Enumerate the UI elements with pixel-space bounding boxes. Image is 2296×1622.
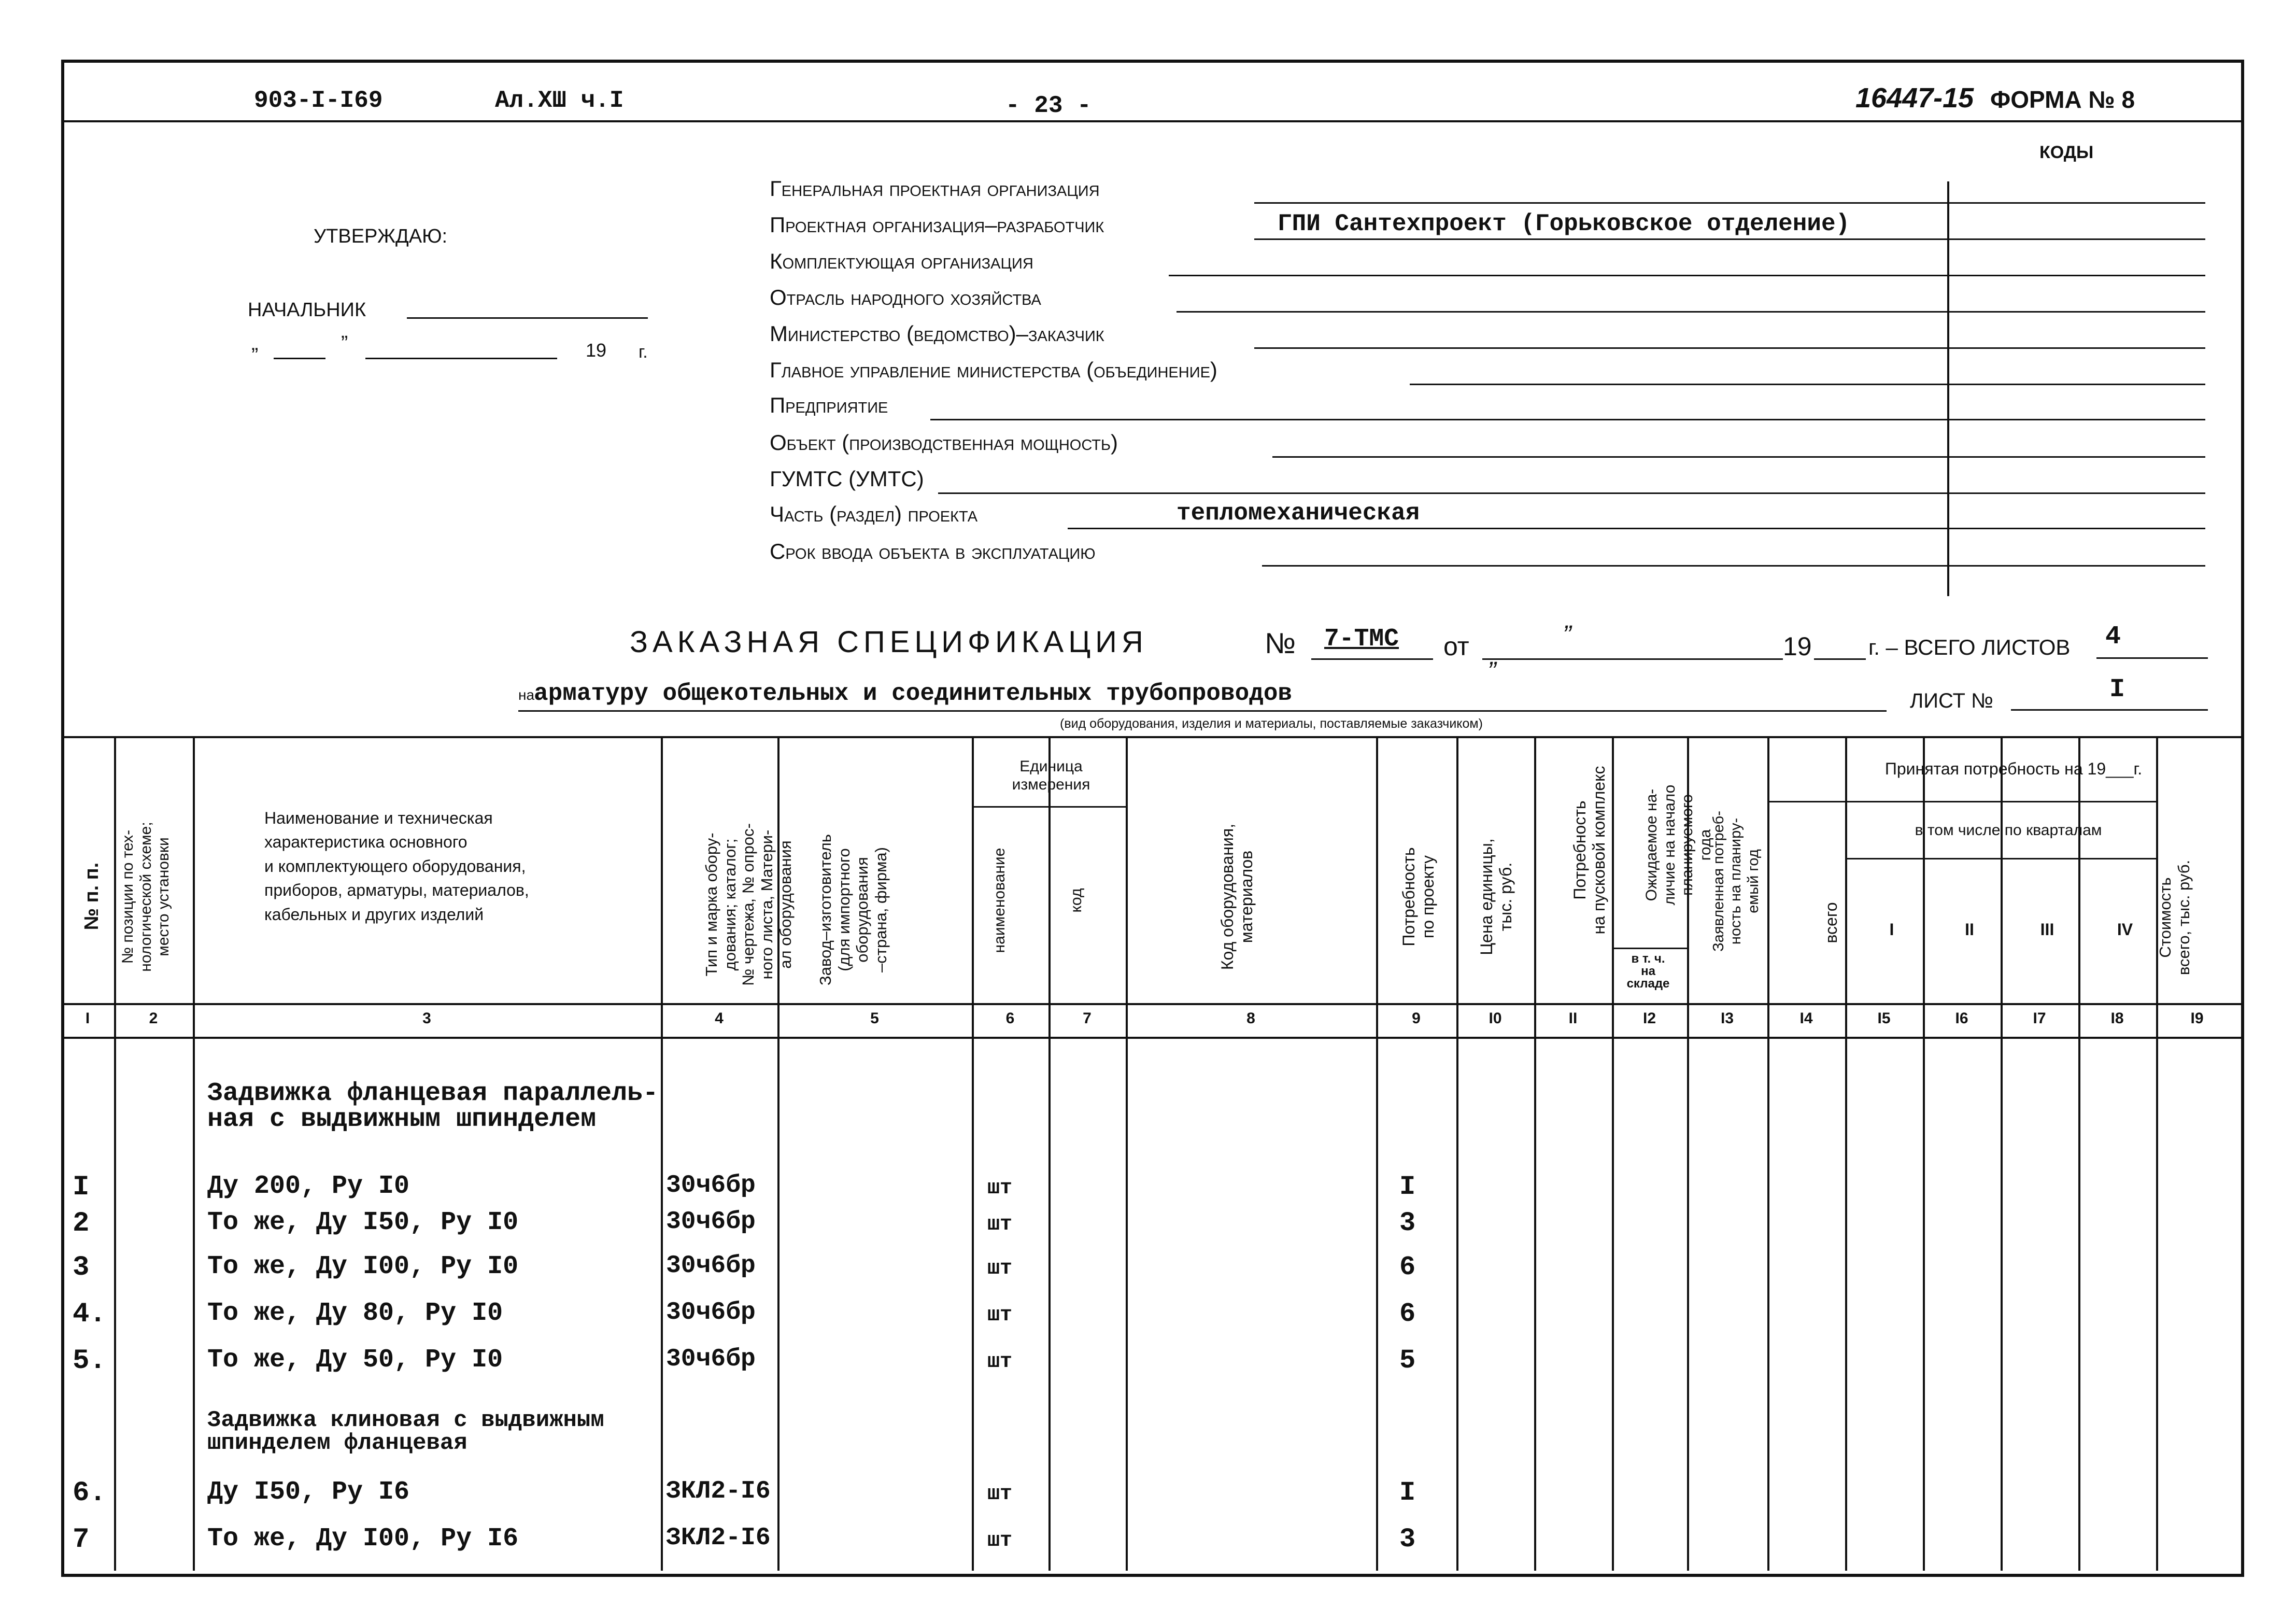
org-field-label: Главное управление министерства (объединение) xyxy=(770,358,1217,382)
col-divider-17 xyxy=(2078,736,2080,1571)
col-12-top-header: Ожидаемое на- личие на начало планируемого года xyxy=(1643,784,1714,906)
org-field-value: ГПИ Сантехпроект (Горьковское отделение) xyxy=(1278,210,1850,237)
column-number: I xyxy=(85,1010,90,1027)
spec-subject: арматуру общекотельных и соединительных трубопроводов xyxy=(534,680,1293,707)
row-number: 5. xyxy=(73,1345,106,1377)
col-9-header: Потребность по проекту xyxy=(1399,847,1437,947)
row-type: 30ч6бр xyxy=(666,1252,756,1280)
accepted-group-rule xyxy=(1767,801,2156,802)
org-field-label: Комплектующая организация xyxy=(770,249,1033,273)
org-field-line xyxy=(930,419,2205,420)
col-7-header: код xyxy=(1068,888,1085,913)
group-title-wedge-gate-valve: Задвижка клиновая с выдвижным шпинделем фланцевая xyxy=(207,1407,604,1456)
date-open-quote: „ xyxy=(251,332,259,355)
date-month-line xyxy=(365,358,557,359)
org-field-label: Срок ввода объекта в эксплуатацию xyxy=(770,539,1096,563)
col-divider-1 xyxy=(114,736,116,1571)
codes-label: КОДЫ xyxy=(2039,143,2094,162)
column-number: I9 xyxy=(2190,1010,2204,1027)
column-number: 8 xyxy=(1246,1010,1255,1027)
date-year-suffix: г. xyxy=(639,342,648,362)
approve-label: УТВЕРЖДАЮ: xyxy=(314,225,448,247)
row-quantity: I xyxy=(1399,1477,1416,1508)
column-number: I3 xyxy=(1720,1010,1734,1027)
col-4-header: Тип и марка обору- дования; каталог; № чертежа, № опрос- ного листа, Матери- ал оборудования xyxy=(702,823,795,986)
unit-group-header: Единица измерения xyxy=(1012,758,1090,793)
col-3-header: Наименование и техническая характеристика основного и комплектующего оборудования, приборов, арматуры, материалов, кабельных и других изделий xyxy=(264,809,529,924)
column-number: 3 xyxy=(422,1010,431,1027)
row-type: 30ч6бр xyxy=(666,1208,756,1236)
org-field-label: Министерство (ведомство)–заказчик xyxy=(770,321,1104,346)
org-field-label: ГУМТС (УМТС) xyxy=(770,467,924,491)
row-unit: шт xyxy=(987,1177,1013,1200)
org-field-label: Предприятие xyxy=(770,393,888,417)
col-divider-15 xyxy=(1923,736,1925,1571)
org-field-label: Объект (производственная мощность) xyxy=(770,430,1118,455)
col-1-header: № п. п. xyxy=(81,862,103,930)
org-field-line xyxy=(1169,275,2205,276)
col-16-header: II xyxy=(1965,920,1974,939)
row-type: 30ч6бр xyxy=(666,1299,756,1327)
row-unit: шт xyxy=(987,1529,1013,1553)
row-quantity: 5 xyxy=(1399,1345,1416,1376)
col-14-header: всего xyxy=(1822,902,1840,943)
org-field-line xyxy=(1068,528,2205,529)
column-number: I8 xyxy=(2110,1010,2124,1027)
column-number: 2 xyxy=(149,1010,158,1027)
col-divider-6 xyxy=(1048,736,1051,1571)
column-number: I2 xyxy=(1642,1010,1656,1027)
spec-from-label: от xyxy=(1443,632,1469,661)
spec-subject-prefix: на xyxy=(518,687,535,703)
row-name: То же, Ду I50, Ру I0 xyxy=(207,1208,519,1237)
archive-number: 16447-15 xyxy=(1855,82,1974,114)
spec-subject-line xyxy=(518,710,1887,712)
row-name: То же, Ду 50, Ру I0 xyxy=(207,1345,503,1375)
row-number: 4. xyxy=(73,1299,106,1330)
row-name: Ду 200, Ру I0 xyxy=(207,1172,410,1201)
org-field-line xyxy=(1254,202,2205,204)
spec-subject-note: (вид оборудования, изделия и материалы, поставляемые заказчиком) xyxy=(1060,716,1483,731)
column-number: I6 xyxy=(1955,1010,1968,1027)
quarters-group-header: в том числе по кварталам xyxy=(1915,822,2102,839)
col-5-header: Завод–изготовитель (для импортного оборудования –страна, фирма) xyxy=(816,834,890,985)
org-field-line xyxy=(938,492,2205,494)
number-row-bottom-rule xyxy=(61,1037,2241,1039)
column-number: I4 xyxy=(1799,1010,1813,1027)
row-unit: шт xyxy=(987,1350,1013,1374)
row-type: ЗКЛ2-I6 xyxy=(666,1524,771,1552)
row-type: ЗКЛ2-I6 xyxy=(666,1477,771,1505)
col-divider-14 xyxy=(1845,736,1847,1571)
org-field-label: Генеральная проектная организация xyxy=(770,176,1100,201)
unit-group-rule xyxy=(972,806,1127,808)
spec-number-value: 7-ТМС xyxy=(1324,625,1399,653)
sheet-number-line xyxy=(2011,709,2208,711)
col12-sub-rule xyxy=(1612,948,1687,949)
row-name: То же, Ду I00, Ру I0 xyxy=(207,1252,519,1281)
row-quantity: 6 xyxy=(1399,1252,1416,1282)
table-top-rule xyxy=(61,736,2241,738)
org-field-line xyxy=(1410,384,2205,385)
col-19-header: Стоимость всего, тыс. руб. xyxy=(2156,859,2193,976)
column-number: I0 xyxy=(1489,1010,1502,1027)
org-field-label: Проектная организация–разработчик xyxy=(770,213,1104,237)
row-type: 30ч6бр xyxy=(666,1172,756,1200)
spec-total-line xyxy=(2096,657,2208,659)
date-close-quote: ” xyxy=(341,332,348,355)
col-12-bottom-header: в т. ч. на складе xyxy=(1626,952,1670,991)
col-divider-3 xyxy=(661,736,663,1571)
column-number: 7 xyxy=(1083,1010,1092,1027)
row-unit: шт xyxy=(987,1304,1013,1327)
sheet-label: ЛИСТ № xyxy=(1910,689,1994,712)
org-field-line xyxy=(1272,456,2205,458)
org-field-line xyxy=(1254,347,2205,349)
row-quantity: 3 xyxy=(1399,1208,1416,1238)
row-number: I xyxy=(73,1172,90,1203)
column-number: 9 xyxy=(1412,1010,1421,1027)
quarters-rule xyxy=(1845,858,2156,859)
org-field-value: тепломеханическая xyxy=(1177,500,1420,527)
chief-label: НАЧАЛЬНИК xyxy=(248,299,366,321)
col-divider-2 xyxy=(193,736,195,1571)
spec-title: ЗАКАЗНАЯ СПЕЦИФИКАЦИЯ xyxy=(630,625,1148,659)
header-rule xyxy=(61,120,2241,122)
row-quantity: 6 xyxy=(1399,1299,1416,1329)
group-title-parallel-gate-valve: Задвижка фланцевая параллель- ная с выдвижным шпинделем xyxy=(207,1079,659,1134)
album-ref: Ал.XШ ч.I xyxy=(495,87,624,114)
row-type: 30ч6бр xyxy=(666,1345,756,1373)
row-quantity: 3 xyxy=(1399,1524,1416,1555)
spec-year-line xyxy=(1814,658,1866,660)
org-field-label: Отрасль народного хозяйства xyxy=(770,285,1041,309)
accepted-group-header: Принятая потребность на 19___г. xyxy=(1884,759,2143,778)
col-18-header: IV xyxy=(2117,920,2133,939)
spec-quote-open: ” xyxy=(1563,620,1571,649)
org-field-line xyxy=(1262,565,2205,567)
chief-signature-line xyxy=(407,317,648,319)
spec-date-line xyxy=(1482,658,1783,660)
col-15-header: I xyxy=(1889,920,1894,939)
col-divider-10 xyxy=(1534,736,1536,1571)
col-8-header: Код оборудования, материалов xyxy=(1218,823,1256,970)
spec-year-label: 19 xyxy=(1783,632,1812,661)
col-divider-16 xyxy=(2001,736,2003,1571)
row-number: 2 xyxy=(73,1208,90,1239)
row-name: То же, Ду I00, Ру I6 xyxy=(207,1524,519,1554)
column-number: 4 xyxy=(715,1010,724,1027)
row-name: То же, Ду 80, Ру I0 xyxy=(207,1299,503,1328)
form-number: ФОРМА № 8 xyxy=(1990,86,2135,113)
column-number: II xyxy=(1568,1010,1578,1027)
spec-quote-close: ” xyxy=(1487,656,1496,685)
col-divider-5 xyxy=(972,736,974,1571)
row-name: Ду I50, Ру I6 xyxy=(207,1477,410,1507)
col-2-header: № позиции по тех- нологической схеме; место установки xyxy=(119,822,172,972)
col-6-header: наименование xyxy=(991,848,1008,953)
spec-total-label: г. – ВСЕГО ЛИСТОВ xyxy=(1868,635,2071,659)
column-number: I7 xyxy=(2033,1010,2046,1027)
row-number: 6. xyxy=(73,1477,106,1509)
row-unit: шт xyxy=(987,1257,1013,1280)
page-number: - 23 - xyxy=(1005,92,1092,119)
col-11-header: Потребность на пусковой комплекс xyxy=(1570,766,1608,935)
row-unit: шт xyxy=(987,1213,1013,1236)
date-year-prefix: 19 xyxy=(586,340,607,361)
row-unit: шт xyxy=(987,1483,1013,1506)
col-17-header: III xyxy=(2040,920,2054,939)
spec-number-label: № xyxy=(1265,627,1296,659)
row-number: 3 xyxy=(73,1252,90,1284)
column-number: 5 xyxy=(870,1010,879,1027)
doc-code: 903-I-I69 xyxy=(254,87,383,114)
col-13-header: Заявленная потреб- ность на планиру- емый год xyxy=(1710,811,1762,952)
org-field-line xyxy=(1177,311,2205,313)
org-field-label: Часть (раздел) проекта xyxy=(770,502,978,526)
col-10-header: Цена единицы, тыс. руб. xyxy=(1477,838,1515,955)
row-number: 7 xyxy=(73,1524,90,1556)
col-divider-9 xyxy=(1456,736,1458,1571)
spec-number-line xyxy=(1311,658,1433,660)
sheet-number: I xyxy=(2109,675,2125,704)
column-number: I5 xyxy=(1877,1010,1891,1027)
col-divider-8 xyxy=(1376,736,1378,1571)
spec-total-sheets: 4 xyxy=(2105,622,2121,652)
header-bottom-rule xyxy=(61,1003,2241,1005)
column-number: 6 xyxy=(1005,1010,1015,1027)
date-day-line xyxy=(274,358,325,359)
row-quantity: I xyxy=(1399,1172,1416,1202)
codes-column-divider xyxy=(1947,181,1949,596)
org-field-line xyxy=(1254,238,2205,240)
col-divider-7 xyxy=(1126,736,1128,1571)
